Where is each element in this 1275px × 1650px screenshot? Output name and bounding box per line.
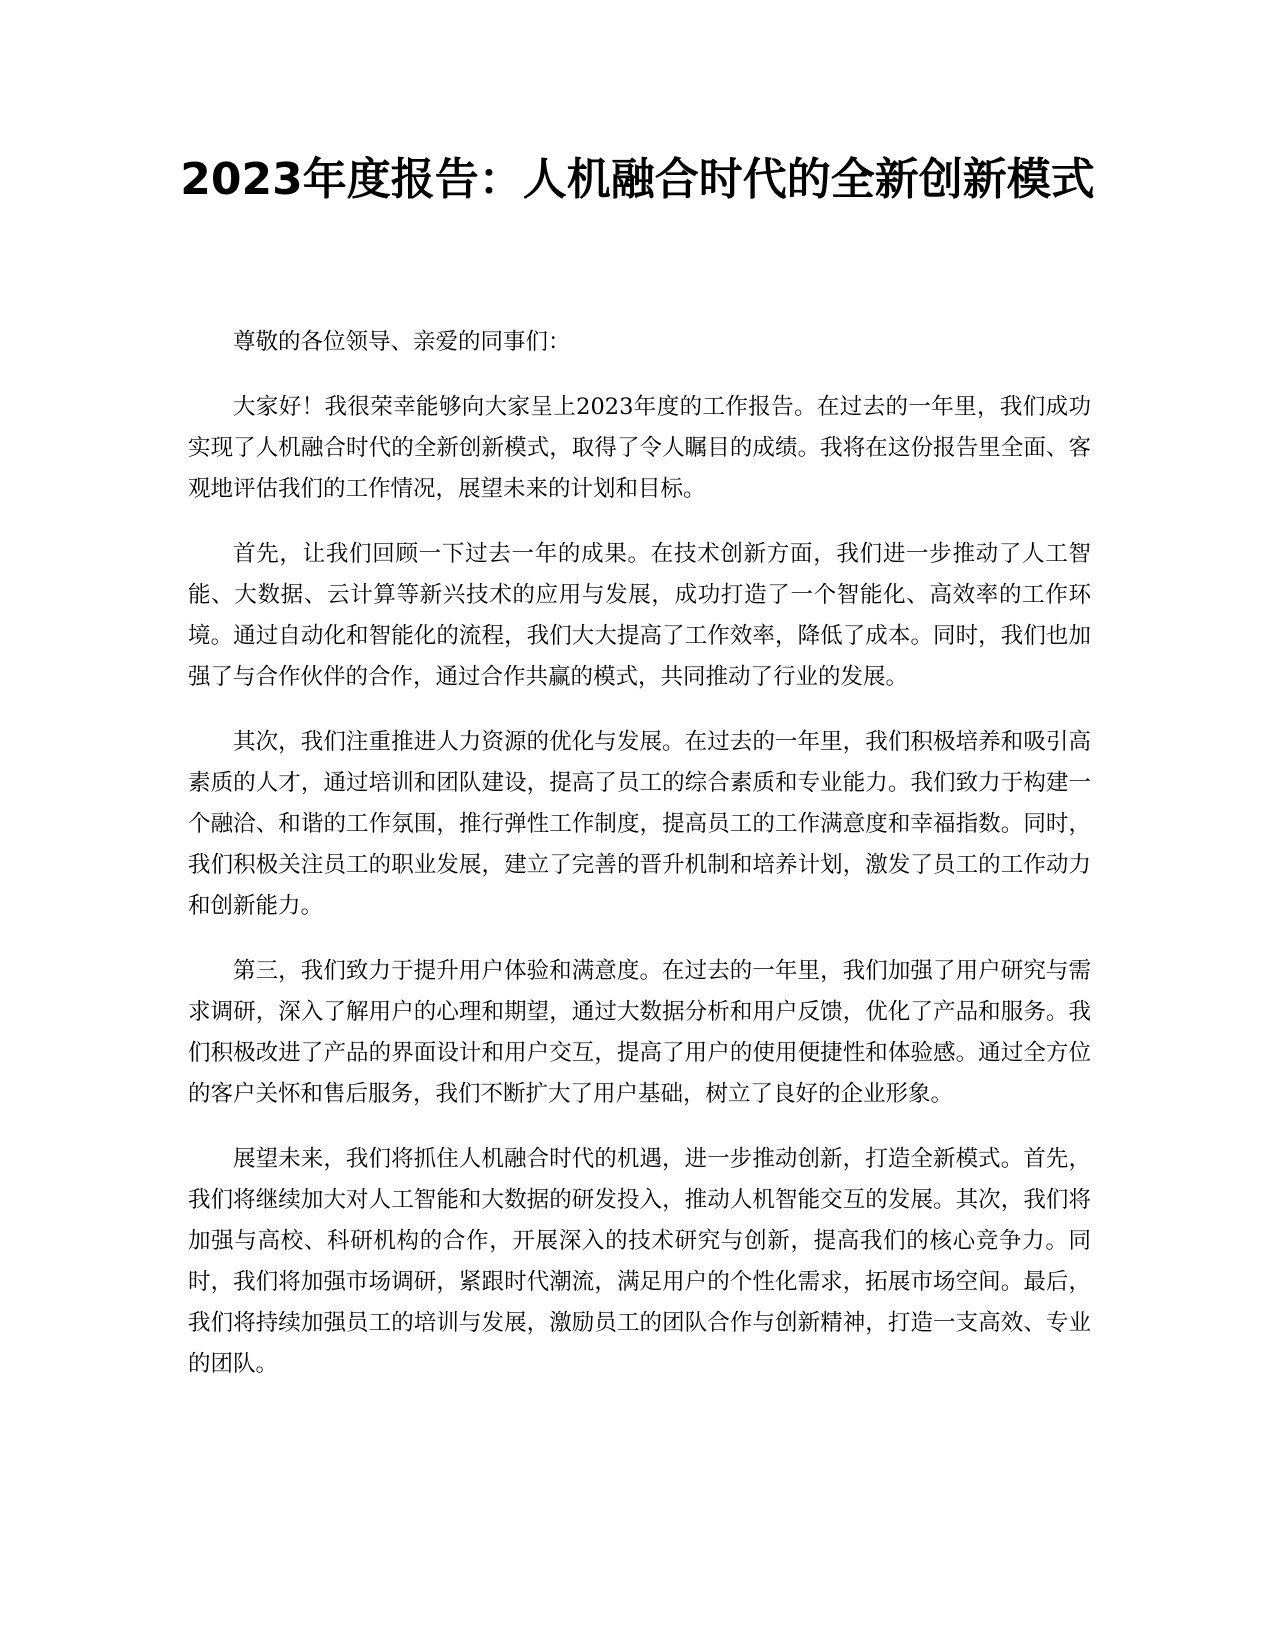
paragraph-user-experience: 第三，我们致力于提升用户体验和满意度。在过去的一年里，我们加强了用户研究与需求调研，深入了解用户的心理和期望，通过大数据分析和用户反馈，优化了产品和服务。我们积极改进了产品的界面设计和用户交互，提高了用户的使用便捷性和体验感。通过全方位的客户关怀和售后服务，我们不断扩大了用户基础，树立了良好的企业形象。 bbox=[188, 958, 1091, 1107]
document-body bbox=[188, 322, 1091, 1409]
paragraph-intro: 大家好！我很荣幸能够向大家呈上2023年度的工作报告。在过去的一年里，我们成功实现了人机融合时代的全新创新模式，取得了令人瞩目的成绩。我将在这份报告里全面、客观地评估我们的工作情况，展望未来的计划和目标。 bbox=[188, 394, 1091, 502]
salutation: 尊敬的各位领导、亲爱的同事们： bbox=[233, 329, 571, 355]
paragraph-human-resources: 其次，我们注重推进人力资源的优化与发展。在过去的一年里，我们积极培养和吸引高素质的人才，通过培训和团队建设，提高了员工的综合素质和专业能力。我们致力于构建一个融洽、和谐的工作氛围，推行弹性工作制度，提高员工的工作满意度和幸福指数。同时，我们积极关注员工的职业发展，建立了完善的晋升机制和培养计划，激发了员工的工作动力和创新能力。 bbox=[188, 729, 1091, 919]
document-title: 2023年度报告：人机融合时代的全新创新模式 bbox=[180, 154, 1095, 205]
paragraph-achievements: 首先，让我们回顾一下过去一年的成果。在技术创新方面，我们进一步推动了人工智能、大数据、云计算等新兴技术的应用与发展，成功打造了一个智能化、高效率的工作环境。通过自动化和智能化的流程，我们大大提高了工作效率，降低了成本。同时，我们也加强了与合作伙伴的合作，通过合作共赢的模式，共同推动了行业的发展。 bbox=[188, 541, 1091, 690]
paragraph-outlook: 展望未来，我们将抓住人机融合时代的机遇，进一步推动创新，打造全新模式。首先，我们将继续加大对人工智能和大数据的研发投入，推动人机智能交互的发展。其次，我们将加强与高校、科研机构的合作，开展深入的技术研究与创新，提高我们的核心竞争力。同时，我们将加强市场调研，紧跟时代潮流，满足用户的个性化需求，拓展市场空间。最后，我们将持续加强员工的培训与发展，激励员工的团队合作与创新精神，打造一支高效、专业的团队。 bbox=[188, 1146, 1091, 1377]
